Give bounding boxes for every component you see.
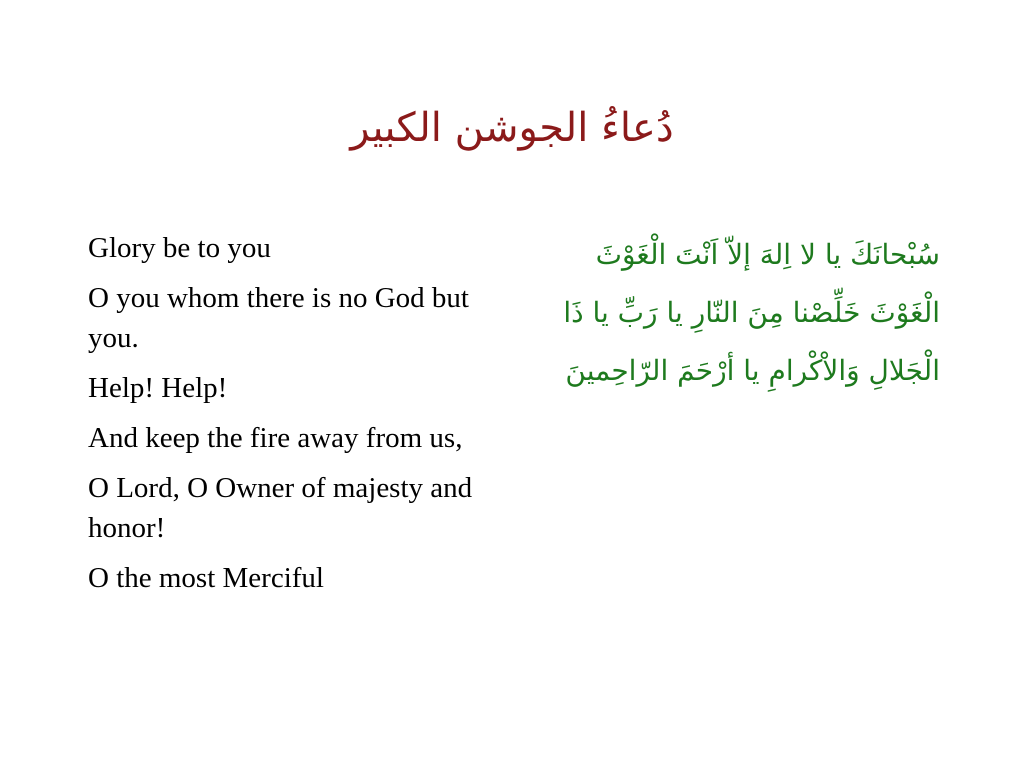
slide-title: دُعاءُ الجوشن الكبير: [350, 105, 674, 151]
english-line: Help! Help!: [88, 372, 228, 404]
english-line: And keep the fire away from us,: [88, 422, 463, 454]
english-line: O Lord, O Owner of majesty and honor!: [88, 472, 473, 544]
english-translation-list: [88, 228, 498, 608]
english-line: O the most Merciful: [88, 562, 324, 594]
english-line: O you whom there is no God but you.: [88, 282, 469, 354]
arabic-supplication-text: سُبْحانَكَ يا لا اِلهَ إلاّ اَنْتَ الْغَوْثَ الْغَوْثَ خَلِّصْنا مِنَ النّارِ يا رَبِّ يا ذَا الْجَلالِ وَالاْكْرامِ يا أرْحَمَ الرّاحِمينَ: [563, 238, 940, 387]
english-line: Glory be to you: [88, 232, 271, 264]
